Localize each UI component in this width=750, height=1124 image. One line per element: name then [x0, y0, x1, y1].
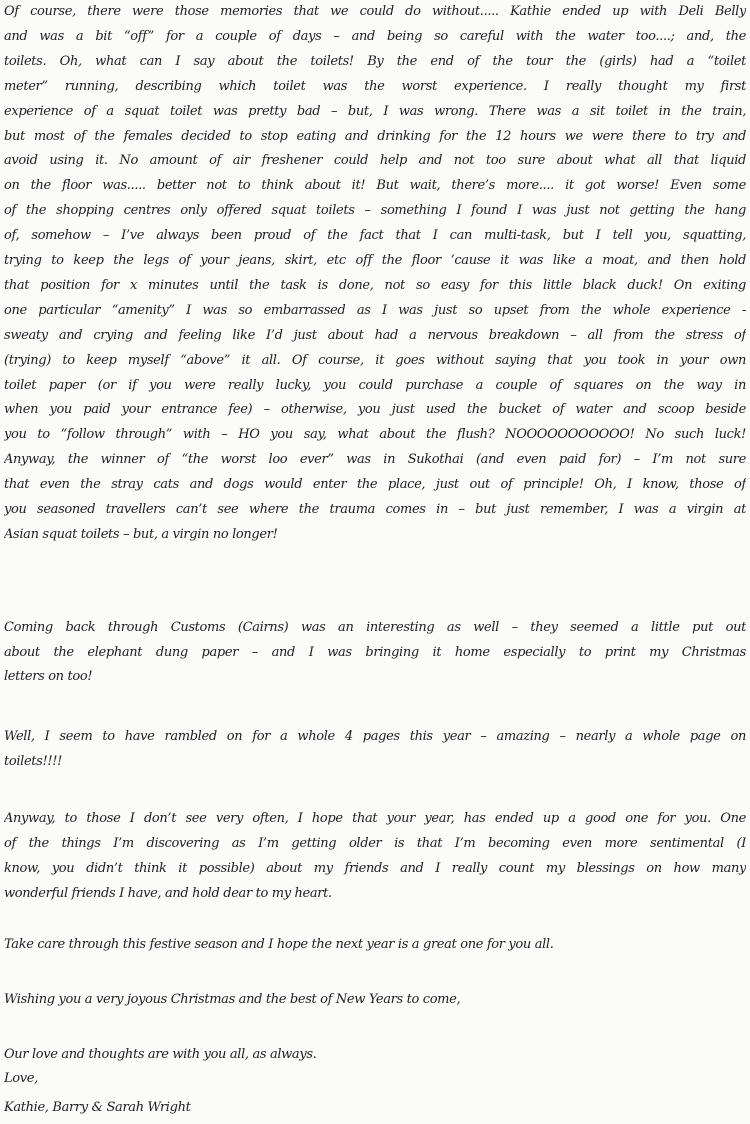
text-line: toilets!!!!: [4, 753, 63, 769]
text-line: Of course, there were those memories that we could do without..... Kathie ended up with Deli Belly: [4, 4, 746, 19]
text-line: wonderful friends I have, and hold dear to my heart.: [4, 886, 332, 901]
text-line: on the floor was..... better not to think about it! But wait, there’s more.... it got worse! Even some: [4, 178, 746, 194]
text-line: Anyway, the winner of “the worst loo ever” was in Sukothai (and even paid for) – I’m not sure: [4, 452, 746, 468]
text-line: that even the stray cats and dogs would enter the place, just out of principle! Oh, I know, those of: [4, 477, 746, 493]
text-line: but most of the females decided to stop eating and drinking for the 12 hours we were there to try and: [4, 128, 746, 144]
text-line: about the elephant dung paper – and I was bringing it home especially to print my Christmas: [4, 644, 746, 660]
text-line: avoid using it. No amount of air freshener could help and not too sure about what all that liquid: [4, 153, 746, 169]
text-line: trying to keep the legs of your jeans, skirt, etc off the floor ‘cause it was like a moat, and then hold: [4, 253, 746, 268]
text-line: experience of a squat toilet was pretty bad – but, I was wrong. There was a sit toilet in the train,: [4, 103, 746, 119]
text-line: know, you didn’t think it possible) about my friends and I really count my blessings on how many: [4, 861, 746, 876]
text-line: Coming back through Customs (Cairns) was an interesting as well – they seemed a little put out: [4, 620, 746, 635]
text-line: Well, I seem to have rambled on for a whole 4 pages this year – amazing – nearly a whole page on: [4, 729, 746, 744]
text-line: when you paid your entrance fee) – otherwise, you just used the bucket of water and scoop beside: [4, 402, 746, 418]
text-line: toilet paper (or if you were really lucky, you could purchase a couple of squares on the way in: [4, 377, 746, 393]
text-line: one particular “amenity” I was so embarrassed as I was just so upset from the whole experience -: [4, 302, 746, 318]
closing-line: Love,: [4, 1071, 38, 1086]
text-line: Anyway, to those I don’t see very often, I hope that your year, has ended up a good one for you. One: [4, 811, 746, 826]
text-line: meter” running, describing which toilet was the worst experience. I really thought my first: [4, 78, 746, 94]
text-line: of, somehow – I’ve always been proud of the fact that I can multi-task, but I tell you, squatting,: [4, 228, 746, 244]
text-line: you to “follow through” with – HO you say, what about the flush? NOOOOOOOOOOO! No such luck!: [4, 427, 746, 443]
text-line: Asian squat toilets – but, a virgin no longer!: [4, 526, 278, 542]
text-line: of the shopping centres only offered squat toilets – something I found I was just not getting the hang: [4, 203, 746, 219]
text-line: Our love and thoughts are with you all, as always.: [4, 1047, 317, 1062]
text-line: toilets. Oh, what can I say about the toilets! By the end of the tour the (girls) had a “toilet: [4, 53, 746, 69]
text-line: that position for x minutes until the task is done, not so easy for this little black duck! On exiting: [4, 277, 746, 293]
text-line: and was a bit “off” for a couple of days – and being so careful with the water too....; and, the: [4, 28, 746, 44]
text-line: of the things I’m discovering as I’m getting older is that I’m becoming even more sentimental (I: [4, 836, 746, 851]
text-line: Take care through this festive season and I hope the next year is a great one for you all.: [4, 937, 554, 952]
text-line: Wishing you a very joyous Christmas and the best of New Years to come,: [4, 992, 461, 1007]
text-line: sweaty and crying and feeling like I’d just about had a nervous breakdown – all from the stress of: [4, 327, 746, 343]
text-line: you seasoned travellers can’t see where the trauma comes in – but just remember, I was a virgin at: [4, 502, 746, 517]
text-line: letters on too!: [4, 669, 93, 684]
text-line: (trying) to keep myself “above” it all. Of course, it goes without saying that you took in your own: [4, 352, 746, 368]
signature-line: Kathie, Barry & Sarah Wright: [4, 1100, 191, 1115]
